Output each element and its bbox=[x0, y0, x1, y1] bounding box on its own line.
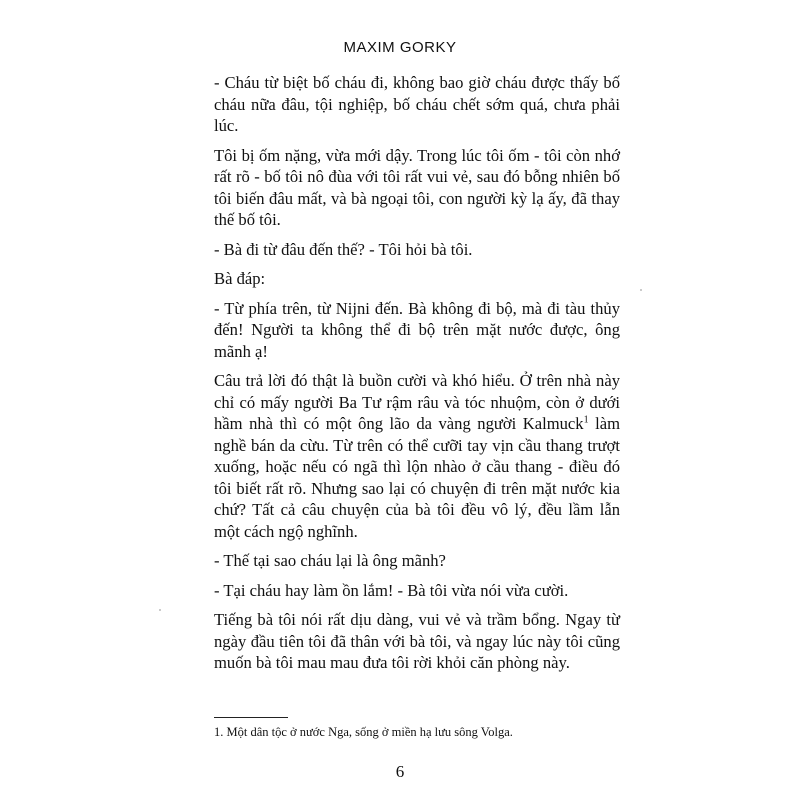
paragraph: Tôi bị ốm nặng, vừa mới dậy. Trong lúc tôi ốm - tôi còn nhớ rất rõ - bố tôi nô đùa với tôi rất vui vẻ, sau đó bỗng nhiên bố tôi biến đâu mất, và bà ngoại tôi, con người kỳ lạ ấy, đã thay thế bố tôi. bbox=[214, 145, 620, 229]
paper-speck bbox=[159, 609, 161, 611]
paragraph: - Bà đi từ đâu đến thế? - Tôi hỏi bà tôi. bbox=[214, 239, 473, 259]
paragraph: Bà đáp: bbox=[214, 269, 266, 288]
paragraph-text-after-note: làm nghề bán da cừu. Từ trên có thể cưỡi tay vịn cầu thang trượt xuống, hoặc nếu có ngã thì lộn nhào ở cầu thang - điều đó tôi biết rất rõ. Nhưng sao lại có chuyện đi trên mặt nước kia chứ? Tất cả câu chuyện của bà tôi đều vô lý, đều lầm lẫn một cách ngộ nghĩnh. bbox=[214, 414, 620, 541]
running-header: MAXIM GORKY bbox=[343, 39, 457, 56]
paragraph: - Từ phía trên, từ Nijni đến. Bà không đi bộ, mà đi tàu thủy đến! Người ta không thể đi bộ trên mặt nước được, ông mãnh ạ! bbox=[214, 298, 620, 361]
paragraph: Tiếng bà tôi nói rất dịu dàng, vui vẻ và trầm bổng. Ngay từ ngày đầu tiên tôi đã thân với bà tôi, và ngay lúc này tôi cũng muốn bà tôi mau mau đưa tôi rời khỏi căn phòng này. bbox=[214, 610, 620, 672]
paragraph: - Cháu từ biệt bố cháu đi, không bao giờ cháu được thấy bố cháu nữa đâu, tội nghiệp, bố cháu chết sớm quá, chưa phải lúc. bbox=[214, 73, 620, 135]
paragraph: - Tại cháu hay làm ồn lắm! - Bà tôi vừa nói vừa cười. bbox=[214, 580, 569, 600]
paragraph-text-before-note: Câu trả lời đó thật là buồn cười và khó hiểu. Ở trên nhà này chỉ có mấy người Ba Tư rậm râu và tóc nhuộm, còn ở dưới hầm nhà thì có một ông lão da vàng người Kalmuck bbox=[214, 371, 620, 433]
body-text bbox=[214, 72, 620, 682]
paragraph: - Thế tại sao cháu lại là ông mãnh? bbox=[214, 551, 446, 570]
paper-speck bbox=[640, 289, 642, 291]
footnote: 1. Một dân tộc ở nước Nga, sống ở miền hạ lưu sông Volga. bbox=[214, 725, 513, 739]
page-number: 6 bbox=[395, 762, 405, 781]
footnote-divider bbox=[214, 717, 288, 718]
footnote-reference-mark: 1 bbox=[583, 414, 589, 426]
paragraph-with-footnote bbox=[214, 370, 620, 542]
